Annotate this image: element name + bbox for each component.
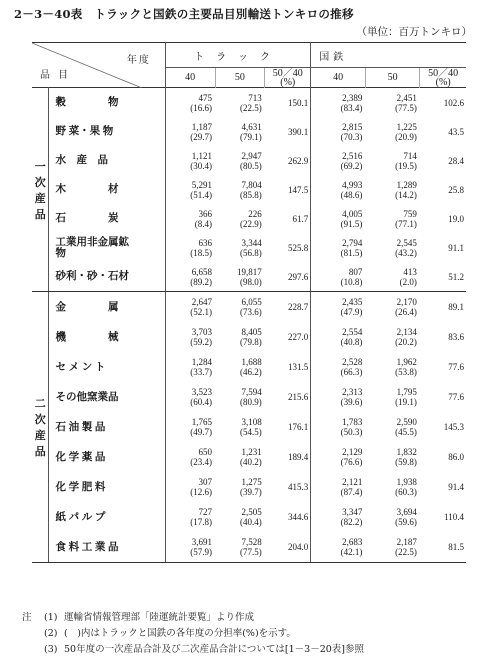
- rail-ratio-cell: 28.4: [448, 155, 464, 166]
- item-name: 穀 物: [49, 88, 165, 118]
- rail-ratio-cell: 86.0: [448, 452, 464, 462]
- table-row: [32, 117, 466, 146]
- rail-40-cell: 4,005 (91.5): [340, 208, 363, 229]
- rail-ratio-cell: 25.8: [448, 184, 464, 195]
- truck-50-cell: 7,528 (77.5): [215, 532, 265, 563]
- rail-50-cell: 3,694 (59.6): [395, 507, 417, 527]
- rail-40-cell: 2,815 (70.3): [340, 121, 363, 142]
- table-row: [32, 502, 466, 532]
- truck-40-cell: 366 (8.4): [194, 208, 213, 229]
- rail-ratio-cell: 145.3: [443, 422, 464, 432]
- rail-40-cell: 2,528 (66.3): [340, 357, 363, 377]
- note-3: (3) 50年度の一次産品合計及び二次産品合計については[1－3－20表]参照: [44, 644, 364, 655]
- rail-ratio-cell: 77.6: [448, 362, 464, 372]
- rail-40-cell: 1,783 (50.3): [340, 417, 363, 437]
- rail-ratio-cell: 102.6: [443, 97, 464, 108]
- item-name: 化 学 薬 品: [49, 442, 165, 472]
- item-name: 水 産 品: [49, 146, 165, 175]
- rail-50-cell: 714 (19.5): [395, 150, 417, 171]
- truck-ratio-cell: 525.8: [265, 233, 311, 262]
- rail-50-cell: 2,451 (77.5): [395, 92, 417, 113]
- truck-ratio-cell: 228.7: [265, 292, 311, 323]
- truck-40-cell: 1,284 (33.7): [190, 357, 213, 377]
- table-row: [32, 262, 466, 292]
- truck-header: トラック: [165, 43, 310, 68]
- item-name: 機 械: [49, 322, 165, 352]
- rail-40-cell: 2,516 (69.2): [340, 150, 363, 171]
- truck-40-cell: 650 (23.4): [190, 447, 213, 467]
- item-name: 木 材: [49, 175, 165, 204]
- table-row: [32, 382, 466, 412]
- truck-50-cell: 2,505 (40.4): [239, 507, 262, 527]
- item-name: 紙 パ ル プ: [49, 502, 165, 532]
- rail-50-cell: 1,832 (59.8): [395, 447, 417, 467]
- notes: [22, 610, 482, 658]
- secondary-category-label: 二 次 産 品: [32, 292, 49, 563]
- item-name: 金 属: [49, 292, 165, 323]
- note-2: (2) ( )内はトラックと国鉄の各年度の分担率(%)を示す。: [44, 628, 296, 639]
- table-row: [32, 175, 466, 204]
- rail-40-cell: 2,683 (42.1): [311, 532, 366, 563]
- transport-table: [32, 42, 466, 563]
- truck-ratio-cell: 150.1: [265, 88, 311, 118]
- item-name: 野 菜・果 物: [49, 117, 165, 146]
- item-name: 食 料 工 業 品: [49, 532, 165, 563]
- truck-40-cell: 6,658 (89.2): [165, 262, 215, 292]
- truck-ratio-cell: 147.5: [265, 175, 311, 204]
- truck-ratio-cell: 204.0: [265, 532, 311, 563]
- truck-year-50: 50: [215, 68, 265, 88]
- rail-50-cell: 1,962 (53.8): [395, 357, 417, 377]
- rail-ratio-cell: 83.6: [448, 332, 464, 342]
- truck-50-cell: 713 (22.5): [239, 92, 262, 113]
- rail-40-cell: 2,313 (39.6): [340, 387, 363, 407]
- truck-ratio-cell: 131.5: [265, 352, 311, 382]
- rail-50-cell: 413 (2.0): [365, 262, 420, 292]
- truck-50-cell: 6,055 (73.6): [239, 297, 262, 317]
- table-row: [32, 233, 466, 262]
- truck-50-cell: 1,275 (39.7): [239, 477, 262, 497]
- rail-40-cell: 2,389 (83.4): [340, 92, 363, 113]
- rail-50-cell: 2,545 (43.2): [395, 237, 417, 258]
- rail-40-cell: 2,554 (40.8): [340, 327, 363, 347]
- rail-40-cell: 2,121 (87.4): [340, 477, 363, 497]
- truck-40-cell: 1,187 (29.7): [190, 121, 213, 142]
- rail-50-cell: 1,938 (60.3): [395, 477, 417, 497]
- truck-50-cell: 19,817 (98.0): [215, 262, 265, 292]
- table-row: [32, 352, 466, 382]
- table-row: [32, 146, 466, 175]
- secondary-products-section: [32, 292, 466, 563]
- truck-40-cell: 1,765 (49.7): [190, 417, 213, 437]
- rail-ratio-cell: 77.6: [448, 392, 464, 402]
- rail-50-cell: 1,225 (20.9): [395, 121, 417, 142]
- item-name: セ メ ン ト: [49, 352, 165, 382]
- truck-50-cell: 1,231 (40.2): [239, 447, 262, 467]
- rail-ratio-cell: 19.0: [448, 213, 464, 224]
- table-row: [32, 292, 466, 323]
- primary-category-label: 一 次 産 品: [32, 88, 49, 292]
- truck-40-cell: 3,703 (59.2): [190, 327, 213, 347]
- truck-ratio-cell: 215.6: [265, 382, 311, 412]
- unit-label: （単位：百万トンキロ）: [356, 26, 472, 38]
- item-name: 工業用非金属鉱 物: [49, 233, 165, 262]
- truck-40-cell: 5,291 (51.4): [190, 179, 213, 200]
- primary-products-section: [32, 88, 466, 292]
- rail-year-50: 50: [365, 68, 420, 88]
- rail-ratio-cell: 89.1: [448, 302, 464, 312]
- rail-header: 国鉄: [311, 43, 466, 68]
- truck-ratio-cell: 390.1: [265, 117, 311, 146]
- rail-40-cell: 3,347 (82.2): [340, 507, 363, 527]
- table-row: [32, 204, 466, 233]
- truck-50-cell: 7,594 (80.9): [239, 387, 262, 407]
- truck-year-40: 40: [165, 68, 215, 88]
- rail-year-40: 40: [311, 68, 366, 88]
- table-row: [32, 442, 466, 472]
- rail-ratio-cell: 110.4: [444, 512, 464, 522]
- item-name: 化 学 肥 料: [49, 472, 165, 502]
- truck-40-cell: 2,647 (52.1): [190, 297, 213, 317]
- rail-40-cell: 807 (10.8): [311, 262, 366, 292]
- truck-ratio-cell: 297.6: [265, 262, 311, 292]
- rail-ratio-header: 50／40 (%): [428, 67, 459, 88]
- item-name: 石 油 製 品: [49, 412, 165, 442]
- table-row: [32, 472, 466, 502]
- truck-ratio-cell: 415.3: [265, 472, 311, 502]
- truck-50-cell: 3,344 (56.8): [239, 237, 262, 258]
- table-row: [32, 322, 466, 352]
- header-corner: [32, 43, 165, 88]
- rail-ratio-cell: 91.1: [448, 242, 464, 253]
- rail-50-cell: 1,289 (14.2): [395, 179, 417, 200]
- table-row: [32, 532, 466, 563]
- truck-50-cell: 4,631 (79.1): [239, 121, 262, 142]
- rail-50-cell: 1,795 (19.1): [395, 387, 417, 407]
- table-row: [32, 412, 466, 442]
- truck-50-cell: 1,688 (46.2): [239, 357, 262, 377]
- rail-50-cell: 2,134 (20.2): [395, 327, 417, 347]
- truck-40-cell: 307 (12.6): [190, 477, 213, 497]
- truck-ratio-cell: 189.4: [265, 442, 311, 472]
- truck-50-cell: 7,804 (85.8): [239, 179, 262, 200]
- truck-ratio-cell: 61.7: [265, 204, 311, 233]
- item-name: その他窯業品: [49, 382, 165, 412]
- rail-ratio-cell: 51.2: [420, 262, 466, 292]
- truck-ratio-cell: 344.6: [265, 502, 311, 532]
- truck-40-cell: 3,523 (60.4): [190, 387, 213, 407]
- truck-ratio-cell: 176.1: [265, 412, 311, 442]
- table-title: 2－3－40表 トラックと国鉄の主要品目別輸送トンキロの推移: [14, 7, 354, 21]
- item-name: 砂利・砂・石材: [49, 262, 165, 292]
- truck-50-cell: 226 (22.9): [239, 208, 262, 229]
- truck-50-cell: 2,947 (80.5): [239, 150, 262, 171]
- rail-40-cell: 2,435 (47.9): [340, 297, 363, 317]
- truck-40-cell: 3,691 (57.9): [165, 532, 215, 563]
- rail-ratio-cell: 81.5: [420, 532, 466, 563]
- truck-ratio-header: 50／40 (%): [265, 68, 311, 88]
- truck-50-cell: 3,108 (54.5): [239, 417, 262, 437]
- item-name: 石 炭: [49, 204, 165, 233]
- rail-50-cell: 759 (77.1): [395, 208, 417, 229]
- rail-50-cell: 2,170 (26.4): [395, 297, 417, 317]
- truck-40-cell: 636 (18.5): [190, 237, 213, 258]
- rail-40-cell: 2,794 (81.5): [340, 237, 363, 258]
- rail-40-cell: 4,993 (48.6): [340, 179, 363, 200]
- truck-50-cell: 8,405 (79.8): [239, 327, 262, 347]
- rail-50-cell: 2,590 (45.5): [395, 417, 417, 437]
- truck-40-cell: 475 (16.6): [190, 92, 213, 113]
- rail-ratio-cell: 43.5: [448, 126, 464, 137]
- rail-50-cell: 2,187 (22.5): [365, 532, 420, 563]
- year-header: 年度: [126, 55, 151, 66]
- truck-ratio-cell: 262.9: [265, 146, 311, 175]
- table-row: [32, 88, 466, 118]
- truck-40-cell: 1,121 (30.4): [190, 150, 213, 171]
- item-header: 品目: [40, 70, 76, 81]
- rail-ratio-cell: 91.4: [448, 482, 464, 492]
- note-1: 注 (1) 運輸省情報管理部「陸運統計要覧」より作成: [22, 612, 255, 623]
- rail-40-cell: 2,129 (76.6): [340, 447, 363, 467]
- truck-ratio-cell: 227.0: [265, 322, 311, 352]
- truck-40-cell: 727 (17.8): [190, 507, 213, 527]
